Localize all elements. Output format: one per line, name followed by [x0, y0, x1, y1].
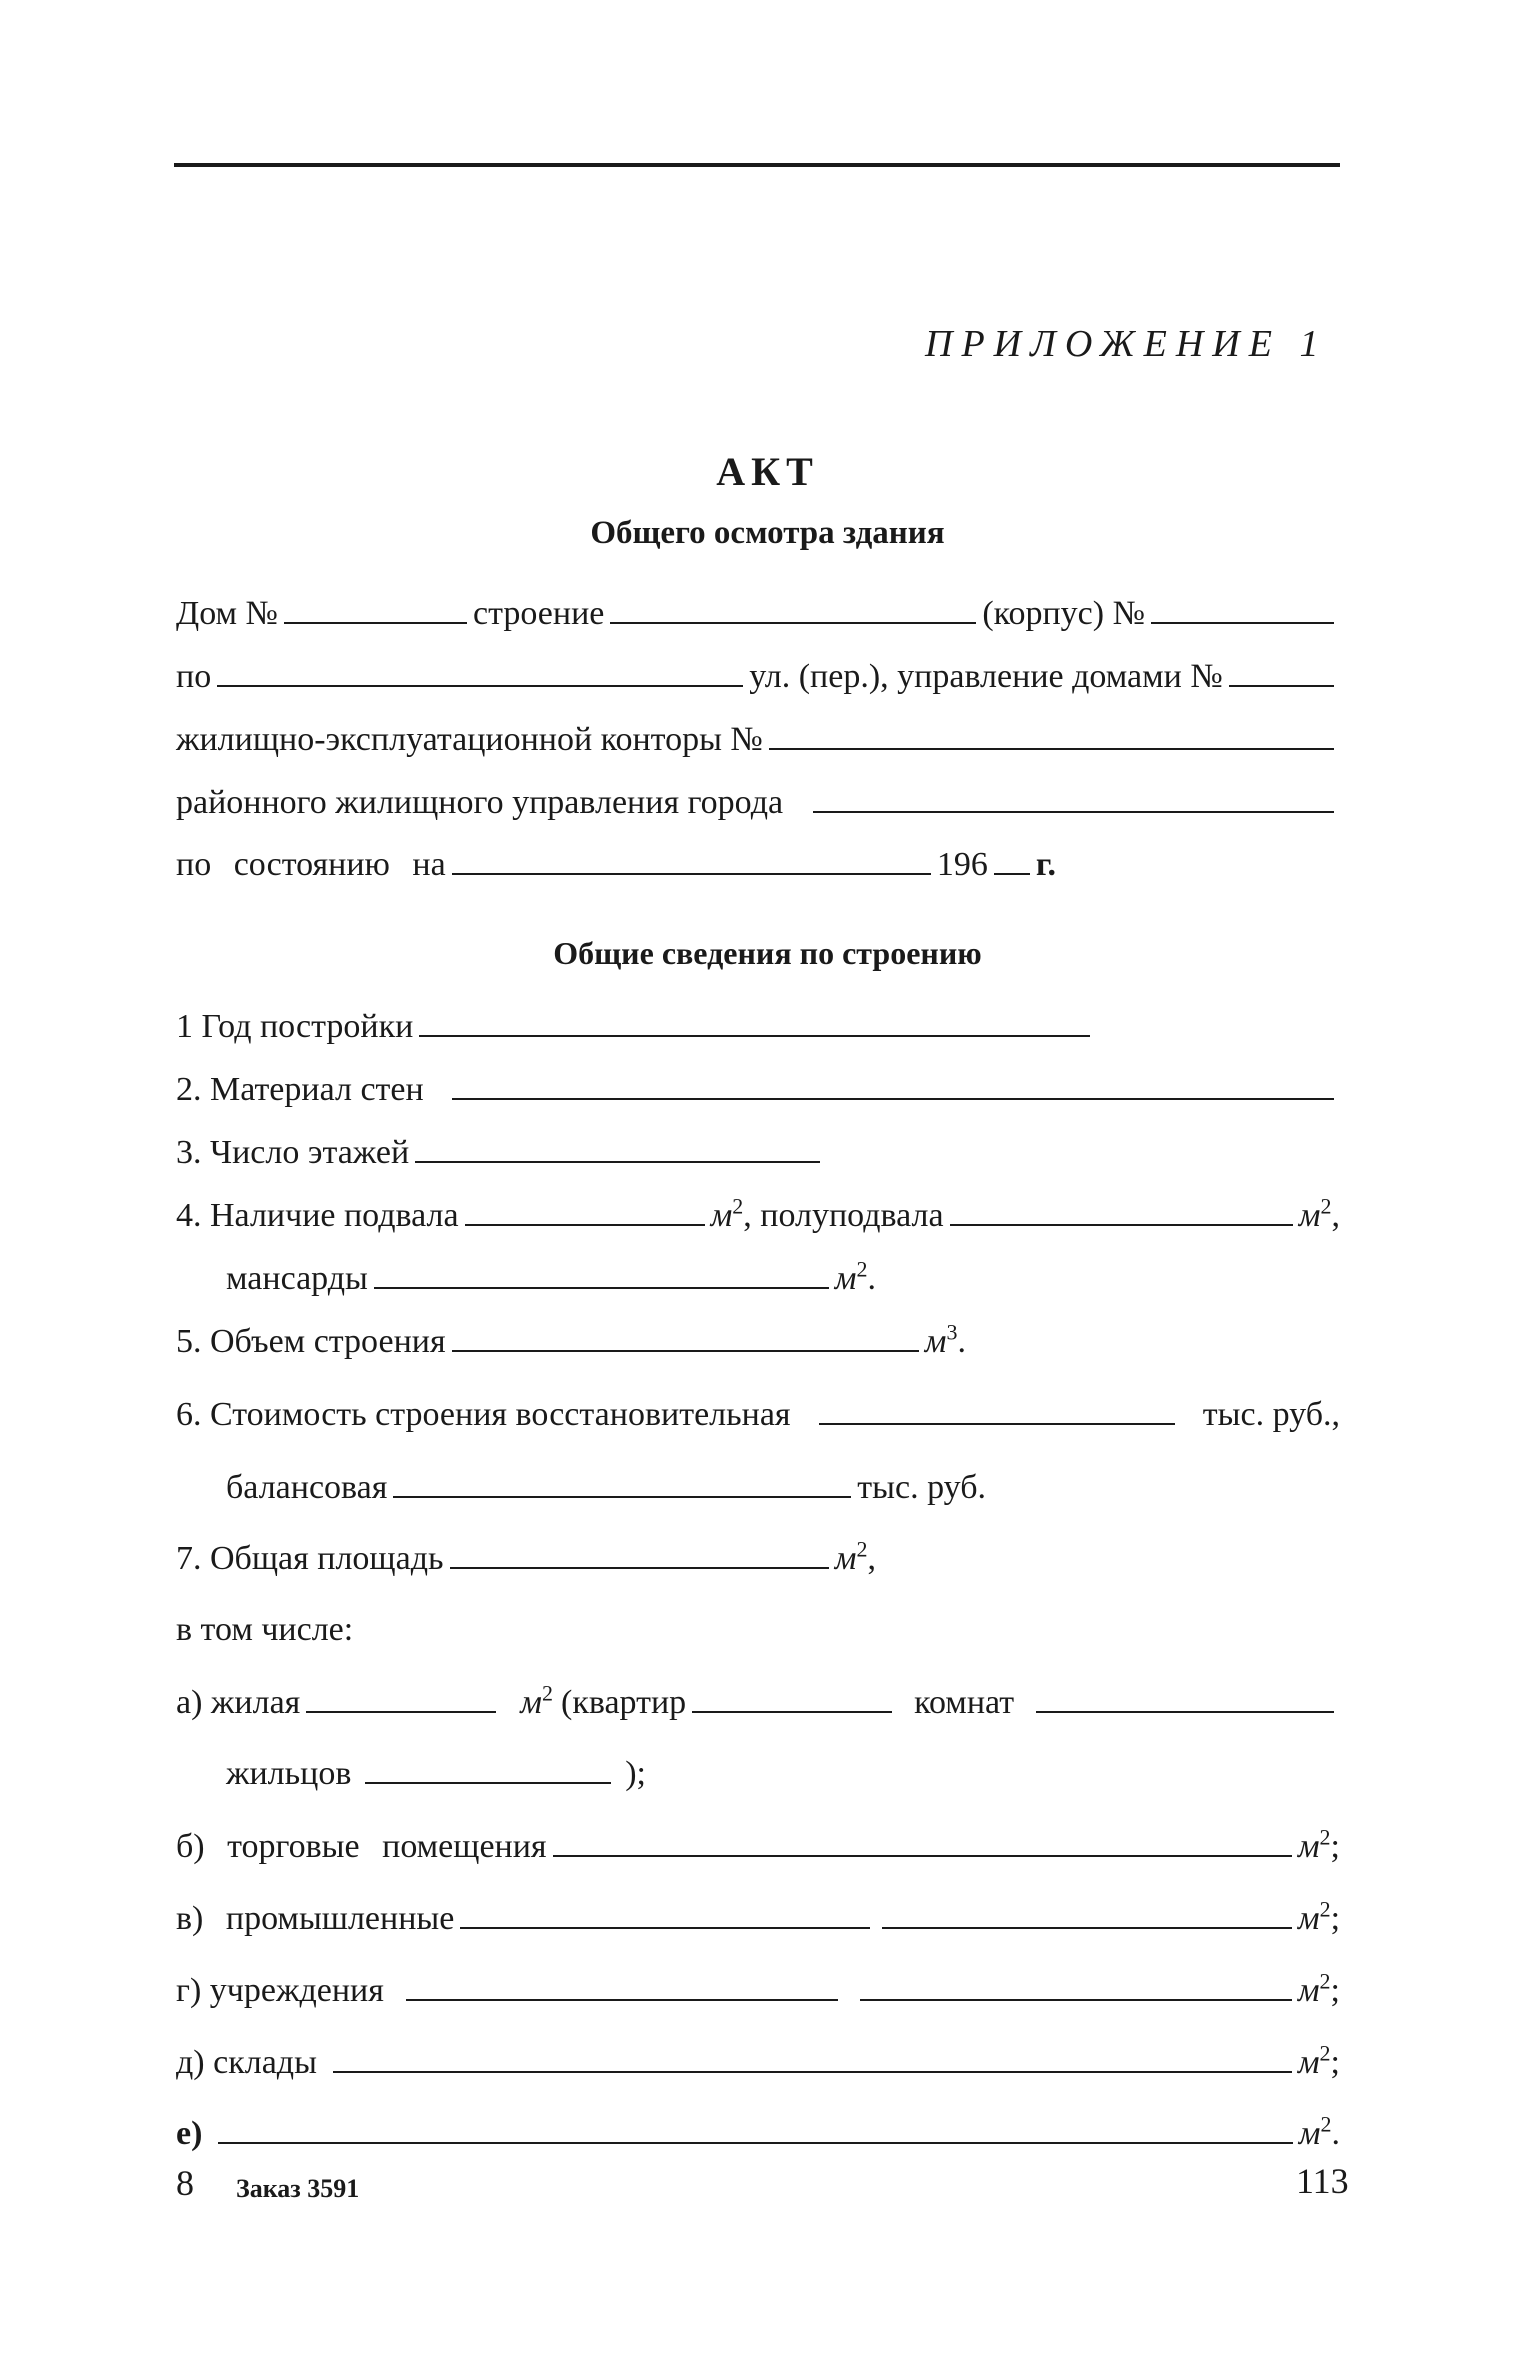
institutions-blank-2[interactable] — [860, 1999, 1292, 2001]
unit-sq: 2 — [1319, 1824, 1331, 1850]
living-label: а) жилая — [176, 1684, 301, 1721]
unit-sq: 2 — [1319, 1896, 1331, 1922]
year-prefix: 196 — [936, 846, 988, 883]
house-line — [176, 592, 1340, 636]
unit-sq: 2 — [856, 1256, 868, 1282]
city-blank[interactable] — [813, 811, 1334, 813]
basement-label: 4. Наличие подвала — [176, 1197, 459, 1234]
wall-material-label: 2. Материал стен — [176, 1071, 424, 1108]
institutions-blank-1[interactable] — [406, 1999, 838, 2001]
item-cost — [176, 1393, 1340, 1437]
residents-blank[interactable] — [365, 1782, 611, 1784]
balance-blank[interactable] — [393, 1496, 851, 1498]
floors-label: 3. Число этажей — [176, 1134, 410, 1171]
street-blank[interactable] — [217, 685, 743, 687]
unit-sq: 2 — [1320, 1193, 1332, 1219]
semicolon: ; — [1330, 2044, 1340, 2081]
total-area-blank[interactable] — [450, 1567, 829, 1569]
order-number: Заказ 3591 — [236, 2174, 360, 2203]
cost-blank[interactable] — [819, 1423, 1175, 1425]
mgmt-number-blank[interactable] — [1229, 685, 1334, 687]
other-label: е) — [176, 2115, 203, 2152]
apartments-blank[interactable] — [692, 1711, 892, 1713]
unit-m: м — [1298, 1197, 1321, 1234]
unit-m: м — [924, 1323, 947, 1360]
street-line — [176, 655, 1340, 699]
document-title: АКТ — [716, 449, 819, 494]
unit-sq: 2 — [856, 1536, 868, 1562]
period: . — [957, 1323, 966, 1360]
close-paren: ); — [625, 1755, 646, 1792]
zheko-label: жилищно-эксплуатационной конторы № — [176, 721, 763, 758]
house-label: Дом № — [176, 595, 278, 632]
item-industrial — [176, 1897, 1340, 1941]
residents-label: жильцов — [226, 1755, 352, 1792]
volume-blank[interactable] — [452, 1350, 919, 1352]
building-label: строение — [473, 595, 605, 632]
signature-mark: 8 — [176, 2163, 194, 2203]
basement-blank[interactable] — [465, 1224, 705, 1226]
unit-m: м — [834, 1260, 857, 1297]
year-suffix: г. — [1035, 846, 1056, 883]
year-built-blank[interactable] — [419, 1035, 1090, 1037]
trade-blank[interactable] — [553, 1855, 1292, 1857]
state-line — [176, 843, 1056, 887]
industrial-blank-2[interactable] — [882, 1927, 1292, 1929]
unit-m: м — [1297, 2044, 1320, 2081]
item-balance — [226, 1466, 986, 1510]
item-warehouses — [176, 2041, 1340, 2085]
unit-m: м — [1297, 1900, 1320, 1937]
unit-sq: 2 — [1319, 2040, 1331, 2066]
po-label: по — [176, 658, 212, 695]
year-built-label: 1 Год постройки — [176, 1008, 414, 1045]
unit-m: м — [520, 1684, 542, 1721]
mansard-label: мансарды — [226, 1260, 368, 1297]
cost-unit: тыс. руб., — [1202, 1396, 1340, 1433]
industrial-blank-1[interactable] — [460, 1927, 870, 1929]
volume-label: 5. Объем строения — [176, 1323, 446, 1360]
semibasement-blank[interactable] — [950, 1224, 1293, 1226]
wall-material-blank[interactable] — [452, 1098, 1334, 1100]
period: . — [1331, 2115, 1340, 2152]
street-mgmt-label: ул. (пер.), управление домами № — [749, 658, 1223, 695]
date-blank[interactable] — [452, 873, 931, 875]
including-label: в том числе: — [176, 1611, 354, 1648]
item-floors — [176, 1131, 826, 1175]
item-wall-material — [176, 1068, 1340, 1112]
balance-unit: тыс. руб. — [857, 1469, 986, 1506]
semicolon: ; — [1330, 1900, 1341, 1937]
including-line — [176, 1608, 776, 1652]
item-institutions — [176, 1969, 1340, 2013]
building-blank[interactable] — [610, 622, 976, 624]
trade-label: б) торговые помещения — [176, 1828, 547, 1865]
rooms-blank[interactable] — [1036, 1711, 1334, 1713]
balance-label: балансовая — [226, 1469, 388, 1506]
house-number-blank[interactable] — [284, 622, 467, 624]
unit-cube: 3 — [946, 1319, 958, 1345]
zheko-line — [176, 718, 1340, 762]
warehouses-blank[interactable] — [333, 2071, 1292, 2073]
top-rule — [174, 163, 1340, 167]
item-other — [176, 2112, 1340, 2156]
unit-m: м — [710, 1197, 733, 1234]
item-residents — [226, 1752, 646, 1796]
korpus-label: (корпус) № — [982, 595, 1146, 632]
item-living — [176, 1681, 1340, 1725]
item-basement — [176, 1194, 1340, 1238]
unit-sq: 2 — [732, 1193, 744, 1219]
unit-m: м — [1297, 1828, 1320, 1865]
unit-sq: 2 — [1320, 2111, 1332, 2137]
total-area-label: 7. Общая площадь — [176, 1540, 444, 1577]
living-blank[interactable] — [306, 1711, 496, 1713]
unit-sq: 2 — [1319, 1968, 1331, 1994]
mansard-blank[interactable] — [374, 1287, 829, 1289]
korpus-blank[interactable] — [1151, 622, 1334, 624]
institutions-label: г) учреждения — [176, 1972, 384, 2009]
industrial-label: в) промышленные — [176, 1900, 455, 1937]
unit-m: м — [834, 1540, 857, 1577]
district-label: районного жилищного управления города — [176, 784, 784, 821]
state-label: по состоянию на — [176, 846, 446, 883]
item-mansard — [226, 1257, 876, 1301]
unit-m: м — [1298, 2115, 1321, 2152]
semibasement-label: , полуподвала — [743, 1197, 944, 1234]
item-year-built — [176, 1005, 1096, 1049]
item-trade — [176, 1825, 1340, 1869]
comma: , — [867, 1540, 876, 1577]
district-line — [176, 781, 1340, 825]
section-title: Общие сведения по строению — [553, 935, 982, 971]
document-subtitle: Общего осмотра здания — [590, 515, 945, 551]
zheko-blank[interactable] — [769, 748, 1334, 750]
semicolon: ; — [1330, 1828, 1340, 1865]
page-number: 113 — [1296, 2161, 1349, 2201]
item-total-area — [176, 1537, 876, 1581]
unit-m: м — [1297, 1972, 1320, 2009]
other-blank[interactable] — [218, 2142, 1292, 2144]
rooms-label: комнат — [914, 1684, 1015, 1721]
apartments-label: (квартир — [561, 1684, 687, 1721]
year-blank[interactable] — [994, 873, 1030, 875]
semicolon: ; — [1330, 1972, 1340, 2009]
floors-blank[interactable] — [415, 1161, 820, 1163]
appendix-label: ПРИЛОЖЕНИЕ 1 — [925, 323, 1328, 365]
warehouses-label: д) склады — [176, 2044, 317, 2081]
unit-sq: 2 — [542, 1680, 553, 1706]
cost-label: 6. Стоимость строения восстановительная — [176, 1396, 791, 1433]
comma: , — [1331, 1197, 1340, 1234]
period: . — [867, 1260, 876, 1297]
item-volume — [176, 1320, 966, 1364]
